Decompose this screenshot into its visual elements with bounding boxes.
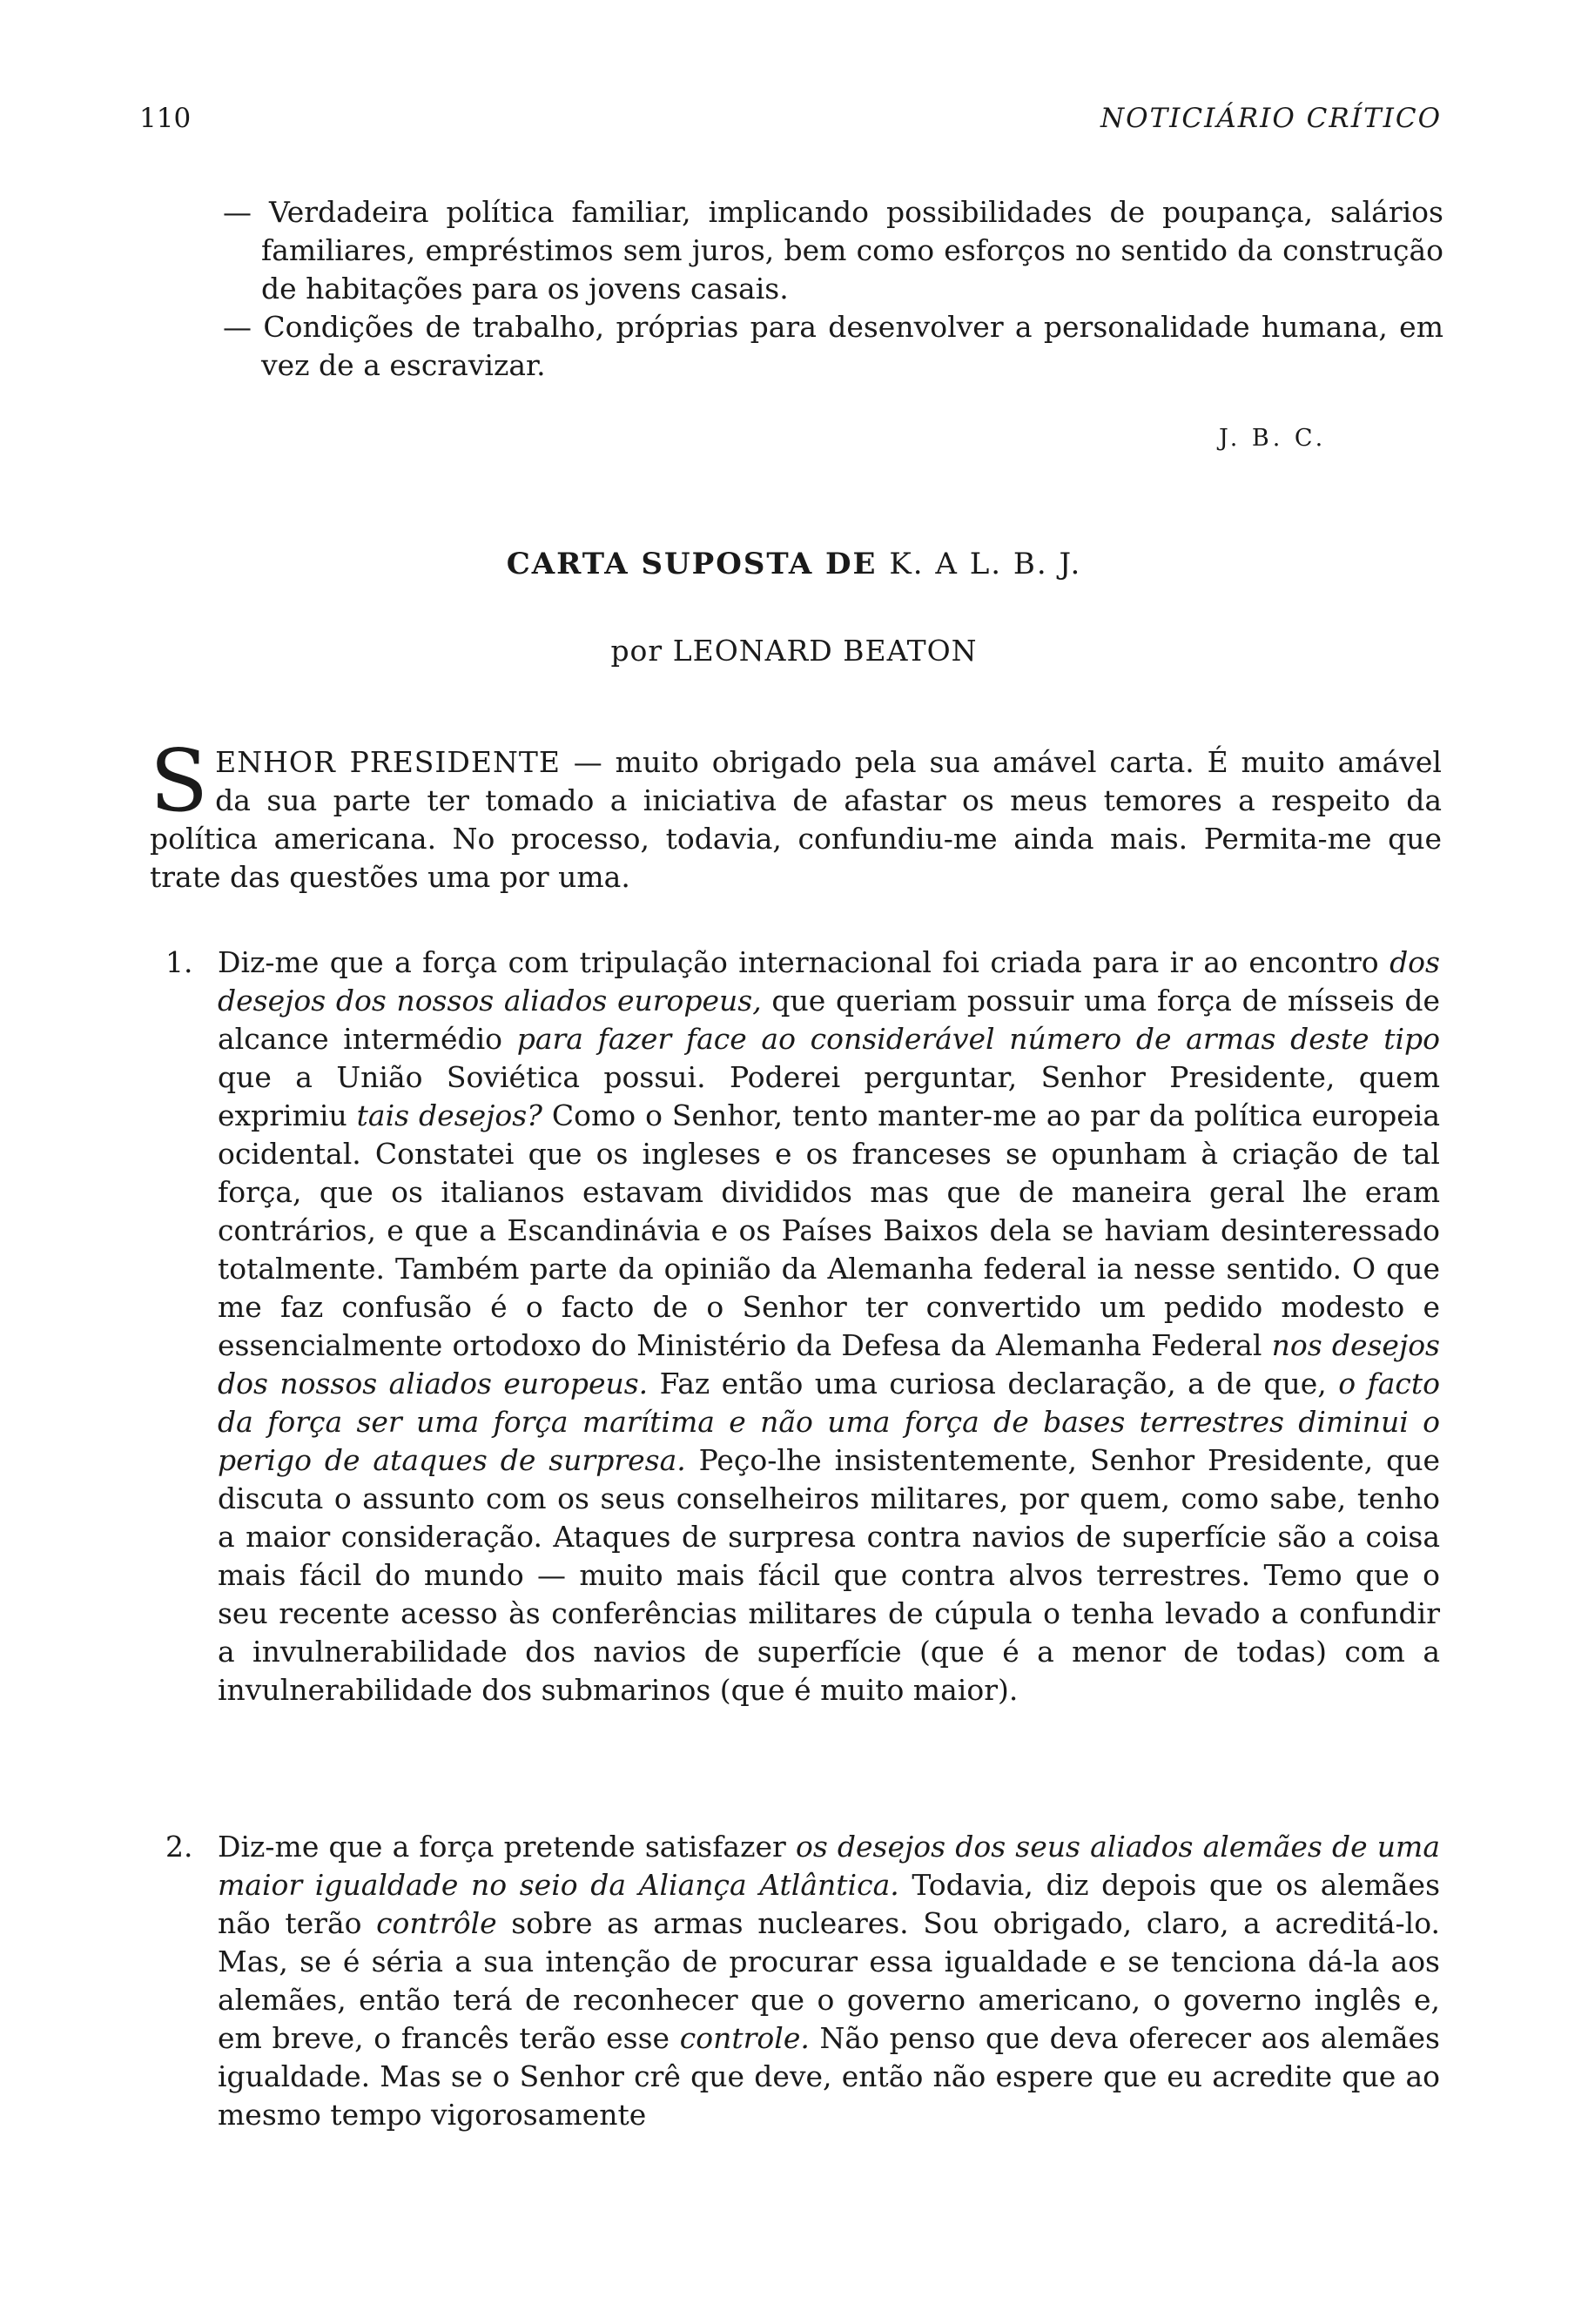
item-number: 1. — [165, 945, 193, 979]
article-title — [0, 547, 1588, 581]
numbered-item — [165, 944, 1441, 1709]
body-text: Diz-me que a força com tripulação internacional foi criada para ir ao encontro — [218, 945, 1390, 979]
italic-text: contrôle — [376, 1906, 497, 1940]
item-number: 2. — [165, 1830, 193, 1864]
author-signature: J. B. C. — [1219, 425, 1327, 452]
page-number: 110 — [139, 103, 192, 134]
body-text: Todavia, diz depois que os alemães não terão — [218, 1868, 1440, 1940]
drop-cap: S — [150, 732, 209, 831]
body-text: Diz-me que a força pretende satisfazer — [218, 1830, 796, 1864]
running-title: NOTICIÁRIO CRÍTICO — [1100, 103, 1442, 134]
italic-text: para fazer face ao considerável número de armas deste tipo — [516, 1022, 1440, 1056]
italic-text: nos desejos dos nossos aliados europeus. — [218, 1328, 1440, 1400]
intro-lead: ENHOR PRESIDENTE — [215, 745, 561, 779]
numbered-item — [165, 1828, 1440, 2134]
body-text: Peço-lhe insistentemente, Senhor Presidente, que discuta o assunto com os seus conselheiros militares, por quem, como sabe, tenho a maior consideração. Ataques de surpresa contra navios de superfície são a coisa mais fácil do mundo — muito mais fácil que contra alvos terrestres. Temo que o seu recente acesso às conferências militares de cúpula o tenha levado a confundir a invulnerabilidade dos navios de superfície (que é a menor de todas) com a invulnerabilidade dos submarinos (que é muito maior). — [218, 1443, 1440, 1707]
intro-paragraph — [150, 732, 1442, 897]
item-body — [218, 1828, 1440, 2134]
body-text: Faz então uma curiosa declaração, a de que, — [648, 1367, 1339, 1400]
item-body — [218, 944, 1440, 1709]
article-title-main: CARTA SUPOSTA DE — [506, 547, 878, 581]
body-text: que a União Soviética possui. Poderei perguntar, Senhor Presidente, quem exprimiu — [218, 1060, 1440, 1132]
italic-text: tais desejos? — [356, 1098, 542, 1132]
body-text: Não penso que deva oferecer aos alemães igualdade. Mas se o Senhor crê que deve, então não espere que eu acredite que ao mesmo tempo vigorosamente — [218, 2021, 1440, 2132]
previous-article-list — [223, 193, 1443, 385]
dash-list-item: — Condições de trabalho, próprias para desenvolver a personalidade humana, em vez de a escravizar. — [223, 310, 1443, 382]
italic-text: controle. — [679, 2021, 810, 2055]
article-byline: por LEONARD BEATON — [610, 634, 978, 668]
body-text: que queriam possuir uma força de mísseis de alcance intermédio — [218, 984, 1440, 1056]
body-text: sobre as armas nucleares. Sou obrigado, claro, a acreditá-lo. Mas, se é séria a sua intenção de procurar essa igualdade e se tenciona dá-la aos alemães, então terá de reconhecer que o governo americano, o governo inglês e, em breve, o francês terão esse — [218, 1906, 1440, 2055]
page-header — [139, 103, 1442, 146]
italic-text: os desejos dos seus aliados alemães de uma maior igualdade no seio da Aliança Atlântica. — [218, 1830, 1440, 1902]
intro-text: — muito obrigado pela sua amável carta. É muito amável da sua parte ter tomado a iniciativa de afastar os meus temores a respeito da política americana. No processo, todavia, confundiu-me ainda mais. Permita-me que trate das questões uma por uma. — [150, 745, 1442, 894]
italic-text: o facto da força ser uma força marítima e não uma força de bases terrestres diminui o perigo de ataques de surpresa. — [218, 1367, 1441, 1477]
italic-text: dos desejos dos nossos aliados europeus, — [218, 945, 1440, 1018]
dash-list-item: — Verdadeira política familiar, implicando possibilidades de poupança, salários familiares, empréstimos sem juros, bem como esforços no sentido da construção de habitações para os jovens casais. — [223, 195, 1443, 306]
article-title-initials: K. A L. B. J. — [889, 547, 1082, 581]
body-text: Como o Senhor, tento manter-me ao par da política europeia ocidental. Constatei que os ingleses e os franceses se opunham à criação de tal força, que os italianos estavam divididos mas que de maneira geral lhe eram contrários, e que a Escandinávia e os Países Baixos dela se haviam desinteressado totalmente. Também parte da opinião da Alemanha federal ia nesse sentido. O que me faz confusão é o facto de o Senhor ter convertido um pedido modesto e essencialmente ortodoxo do Ministério da Defesa da Alemanha Federal — [218, 1098, 1440, 1362]
